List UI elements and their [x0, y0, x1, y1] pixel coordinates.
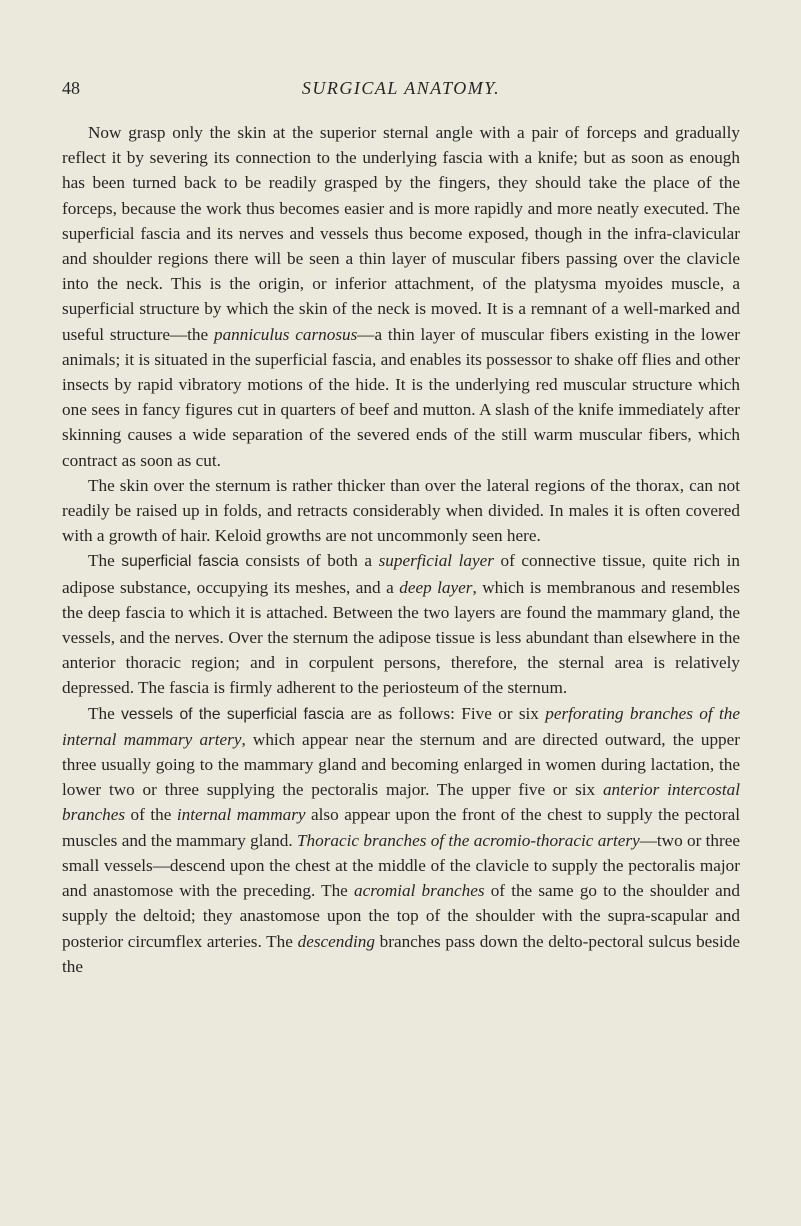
text-run: also appear upon the front of the chest to supply the pectoral muscles and the mammary gland.: [62, 805, 740, 850]
text-run: of connective tissue, quite rich in adipose substance, occupying its meshes, and a: [62, 551, 740, 597]
italic-term: deep layer: [399, 577, 473, 597]
italic-term: internal mammary: [176, 805, 306, 825]
italic-term: perforating branches of the internal mammary artery: [62, 703, 740, 749]
text-run: The: [88, 551, 122, 571]
paragraph: [62, 120, 740, 473]
italic-term: superficial layer: [378, 551, 494, 571]
paragraph: [62, 473, 740, 549]
text-run: , which appear near the sternum and are directed outward, the upper three usually going to the mammary gland and becoming enlarged in women during lactation, the lower two or three supplying the pectoralis major. The upper five or six: [62, 729, 741, 800]
text-run: , which is membranous and resembles the deep fascia to which it is attached. Between the two layers are found the mammary gland, the vessels, and the nerves. Over the sternum the adipose tissue is less abundant than elsewhere in the anterior thoracic region; and in corpulent persons, therefore, the sternal area is relatively depressed. The fascia is firmly adherent to the periosteum of the sternum.: [62, 577, 740, 698]
text-run: The: [88, 703, 122, 723]
bold-heading-term: superficial fascia: [121, 553, 239, 571]
text-run: of the same go to the shoulder and supply the deltoid; they anastomose upon the top of the shoulder with the supra-scapular and posterior circumflex arteries. The: [62, 881, 740, 951]
italic-term: anterior intercostal branches: [62, 780, 740, 825]
italic-term: panniculus carnosus: [213, 324, 358, 344]
running-title: SURGICAL ANATOMY.: [301, 78, 501, 98]
bold-heading-term: vessels of the superficial fascia: [121, 705, 345, 723]
body-text: [62, 120, 740, 979]
text-run: consists of both a: [238, 551, 379, 571]
italic-term: acromial branches: [353, 881, 485, 901]
text-run: —two or three small vessels—descend upon the chest at the middle of the clavicle to supply the pectoralis major and anastomose with the preceding. The: [62, 830, 740, 901]
paragraph: [62, 548, 740, 700]
text-run: —a thin layer of muscular fibers existing in the lower animals; it is situated in the superficial fascia, and enables its possessor to shake off flies and other insects by rapid vibratory motions of the hide. It is the underlying red muscular structure which one sees in fancy figures cut in quarters of beef and mutton. A slash of the knife immediately after skinning causes a wide separation of the severed ends of the still warm muscular fibers, which contract as soon as cut.: [62, 324, 740, 470]
page-number: 48: [62, 78, 80, 98]
text-run: The skin over the sternum is rather thicker than over the lateral regions of the thorax, can not readily be raised up in folds, and retracts considerably when divided. In males it is often covered with a growth of hair. Keloid growths are not uncommonly seen here.: [62, 475, 740, 546]
text-run: Now grasp only the skin at the superior sternal angle with a pair of forceps and gradually reflect it by severing its connection to the underlying fascia with a knife; but as soon as enough has been turned back to be readily grasped by the fingers, they should take the place of the forceps, because the work thus becomes easier and is more rapidly and more neatly executed. The superficial fascia and its nerves and vessels thus become exposed, though in the infra-clavicular and shoulder regions there will be seen a thin layer of muscular fibers passing over the clavicle into the neck. This is the origin, or inferior attachment, of the platysma myoides muscle, a superficial structure by which the skin of the neck is moved. It is a remnant of a well-marked and useful structure—the: [62, 123, 740, 344]
italic-term: descending: [297, 931, 375, 951]
text-run: branches pass down the delto-pectoral sulcus beside the: [62, 931, 740, 976]
text-run: are as follows: Five or six: [344, 703, 546, 723]
text-run: of the: [125, 805, 177, 825]
paragraph: [62, 701, 740, 979]
italic-term: Thoracic branches of the acromio-thoracic artery: [296, 830, 640, 850]
page-header: [62, 78, 740, 104]
